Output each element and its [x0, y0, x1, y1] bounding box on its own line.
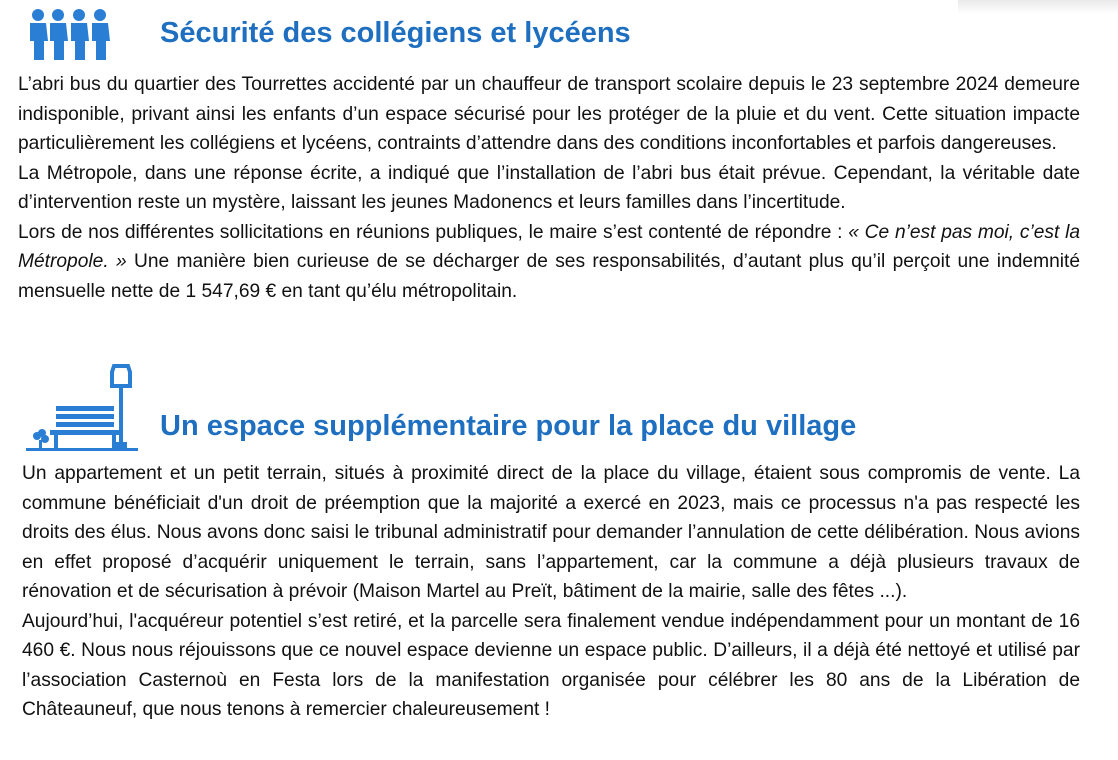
paragraph: La Métropole, dans une réponse écrite, a indiqué que l’installation de l’abri bus était prévue. Cependant, la véritable date d’intervention reste un mystère, laissant les jeunes Madonencs et leurs familles dans l’incertitude. — [18, 162, 1080, 213]
paragraph: Aujourd’hui, l'acquéreur potentiel s’est retiré, et la parcelle sera finalement vendue indépendamment pour un montant de 16 460 €. Nous nous réjouissons que ce nouvel espace devienne un espace public. D’ailleurs, il a déjà été nettoyé et utilisé par l’association Casternoù en Festa lors de la manifestation organisée pour célébrer les 80 ans de la Libération de Châteauneuf, que nous tenons à remercier chaleureusement ! — [22, 610, 1080, 720]
group-of-children-icon — [26, 8, 116, 62]
paragraph — [18, 218, 1080, 307]
section-body — [18, 70, 1080, 306]
section-title: Un espace supplémentaire pour la place du village — [160, 410, 857, 442]
page-edge-shadow — [958, 0, 1118, 14]
section-title: Sécurité des collégiens et lycéens — [160, 17, 631, 49]
section-body — [22, 459, 1080, 725]
mayor-quote: « Ce n’est pas moi, c’est la Métropole. » — [18, 221, 1080, 272]
paragraph: Un appartement et un petit terrain, situés à proximité direct de la place du village, étaient sous compromis de vente. La commune bénéficiait d'un droit de préemption que la majorité a exercé en 2023, mais ce processus n'a pas respecté les droits des élus. Nous avons donc saisi le tribunal administratif pour demander l’annulation de cette délibération. Nous avions en effet proposé d’acquérir uniquement le terrain, sans l’appartement, car la commune a déjà plusieurs travaux de rénovation et de sécurisation à prévoir (Maison Martel au Preït, bâtiment de la mairie, salle des fêtes ...). — [22, 463, 1080, 602]
paragraph: L’abri bus du quartier des Tourrettes accidenté par un chauffeur de transport scolaire depuis le 23 septembre 2024 demeure indisponible, privant ainsi les enfants d’un espace sécurisé pour les protéger de la pluie et du vent. Cette situation impacte particulièrement les collégiens et lycéens, contraints d’attendre dans des conditions inconfortables et parfois dangereuses. — [18, 74, 1080, 154]
paragraph-text: Lors de nos différentes sollicitations en réunions publiques, le maire s’est contenté de répondre : — [18, 221, 849, 243]
paragraph-text: Une manière bien curieuse de se décharger de ses responsabilités, d’autant plus qu’il perçoit une indemnité mensuelle nette de 1 547,69 € en tant qu’élu métropolitain. — [18, 251, 1081, 302]
park-bench-streetlamp-icon — [26, 362, 144, 456]
